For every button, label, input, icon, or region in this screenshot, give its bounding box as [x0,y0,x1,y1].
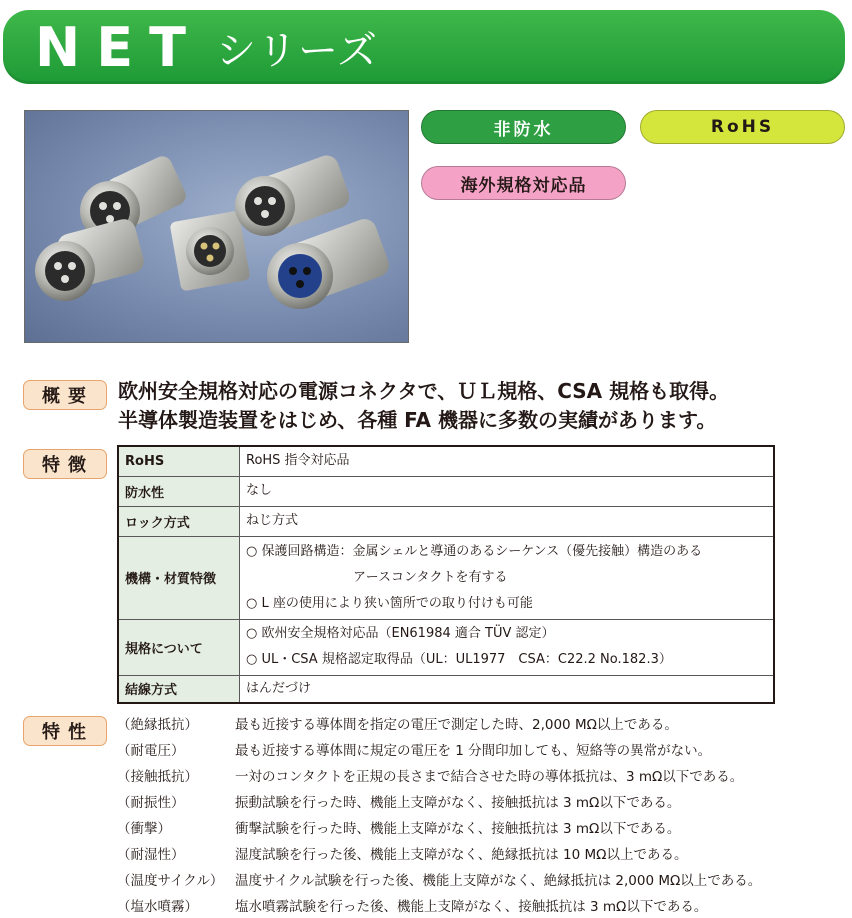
property-desc: 湿度試験を行った後、機能上支障がなく、絶縁抵抗は 10 MΩ以上である。 [235,847,688,863]
overview-line: 欧州安全規格対応の電源コネクタで、ＵＬ規格、CSA 規格も取得。 [118,379,730,403]
properties-label: 特性 [23,716,107,746]
features-label: 特徴 [23,449,107,479]
series-header [3,10,845,84]
property-desc: 塩水噴霧試験を行った後、機能上支障がなく、接触抵抗は 3 mΩ以下である。 [235,899,708,915]
feature-key: 防水性 [118,476,240,506]
list-item [117,866,852,892]
feature-key: 結線方式 [118,675,240,703]
feature-value: ○ 欧州安全規格対応品（EN61984 適合 TÜV 認定） [246,626,555,641]
property-desc: 振動試験を行った時、機能上支障がなく、接触抵抗は 3 mΩ以下である。 [235,795,681,811]
list-item [117,710,852,736]
overview-text [118,377,838,435]
feature-value: ○ L 座の使用により狭い箇所での取り付けも可能 [246,595,533,611]
feature-value: ○ UL・CSA 規格認定取得品（UL：UL1977 CSA：C22.2 No.182.3） [246,652,672,667]
table-row [118,536,774,619]
property-desc: 最も近接する導体間に規定の電圧を 1 分間印加しても、短絡等の異常がない。 [235,743,712,759]
property-name: （耐振性） [117,795,185,811]
property-name: （耐湿性） [117,847,185,863]
badge-overseas-standards: 海外規格対応品 [421,166,626,200]
property-name: （塩水噴霧） [117,899,198,915]
features-table [117,445,775,704]
table-row [118,506,774,536]
feature-key: 機構・材質特徴 [118,536,240,619]
property-name: （絶縁抵抗） [117,717,198,733]
table-row [118,619,774,675]
series-title-net: NET [35,16,202,79]
overview-line: 半導体製造装置をはじめ、各種 FA 機器に多数の実績があります。 [118,408,717,432]
property-desc: 最も近接する導体間を指定の電圧で測定した時、2,000 MΩ以上である。 [235,717,678,733]
feature-key: ロック方式 [118,506,240,536]
feature-key: RoHS [118,446,240,476]
property-desc: 一対のコンタクトを正規の長さまで結合させた時の導体抵抗は、3 mΩ以下である。 [235,769,744,785]
table-row [118,675,774,703]
table-row [118,476,774,506]
property-name: （接触抵抗） [117,769,198,785]
list-item [117,762,852,788]
list-item [117,814,852,840]
feature-value: ねじ方式 [246,513,299,528]
properties-list [117,710,852,918]
property-desc: 衝撃試験を行った時、機能上支障がなく、接触抵抗は 3 mΩ以下である。 [235,821,681,837]
feature-key: 規格について [118,619,240,675]
badge-rohs: RoHS [640,110,845,144]
feature-value: RoHS 指令対応品 [246,453,350,469]
list-item [117,736,852,762]
overview-label: 概要 [23,380,107,410]
list-item [117,788,852,814]
property-name: （温度サイクル） [117,873,224,889]
list-item [117,840,852,866]
list-item [117,892,852,918]
table-row [118,446,774,476]
connector-illustration [25,111,408,342]
property-desc: 温度サイクル試験を行った後、機能上支障がなく、絶縁抵抗は 2,000 MΩ以上である。 [235,873,762,889]
product-photo [24,110,409,343]
badge-non-waterproof: 非防水 [421,110,626,144]
feature-value: ○ 保護回路構造：金属シェルと導通のあるシーケンス（優先接触）構造のある [246,543,703,559]
series-title-suffix: シリーズ [216,28,378,74]
property-name: （衝撃） [117,821,171,837]
feature-value: なし [246,483,273,498]
feature-value: はんだづけ [246,680,312,696]
property-name: （耐電圧） [117,743,185,759]
feature-value: アースコンタクトを有する [353,569,508,585]
